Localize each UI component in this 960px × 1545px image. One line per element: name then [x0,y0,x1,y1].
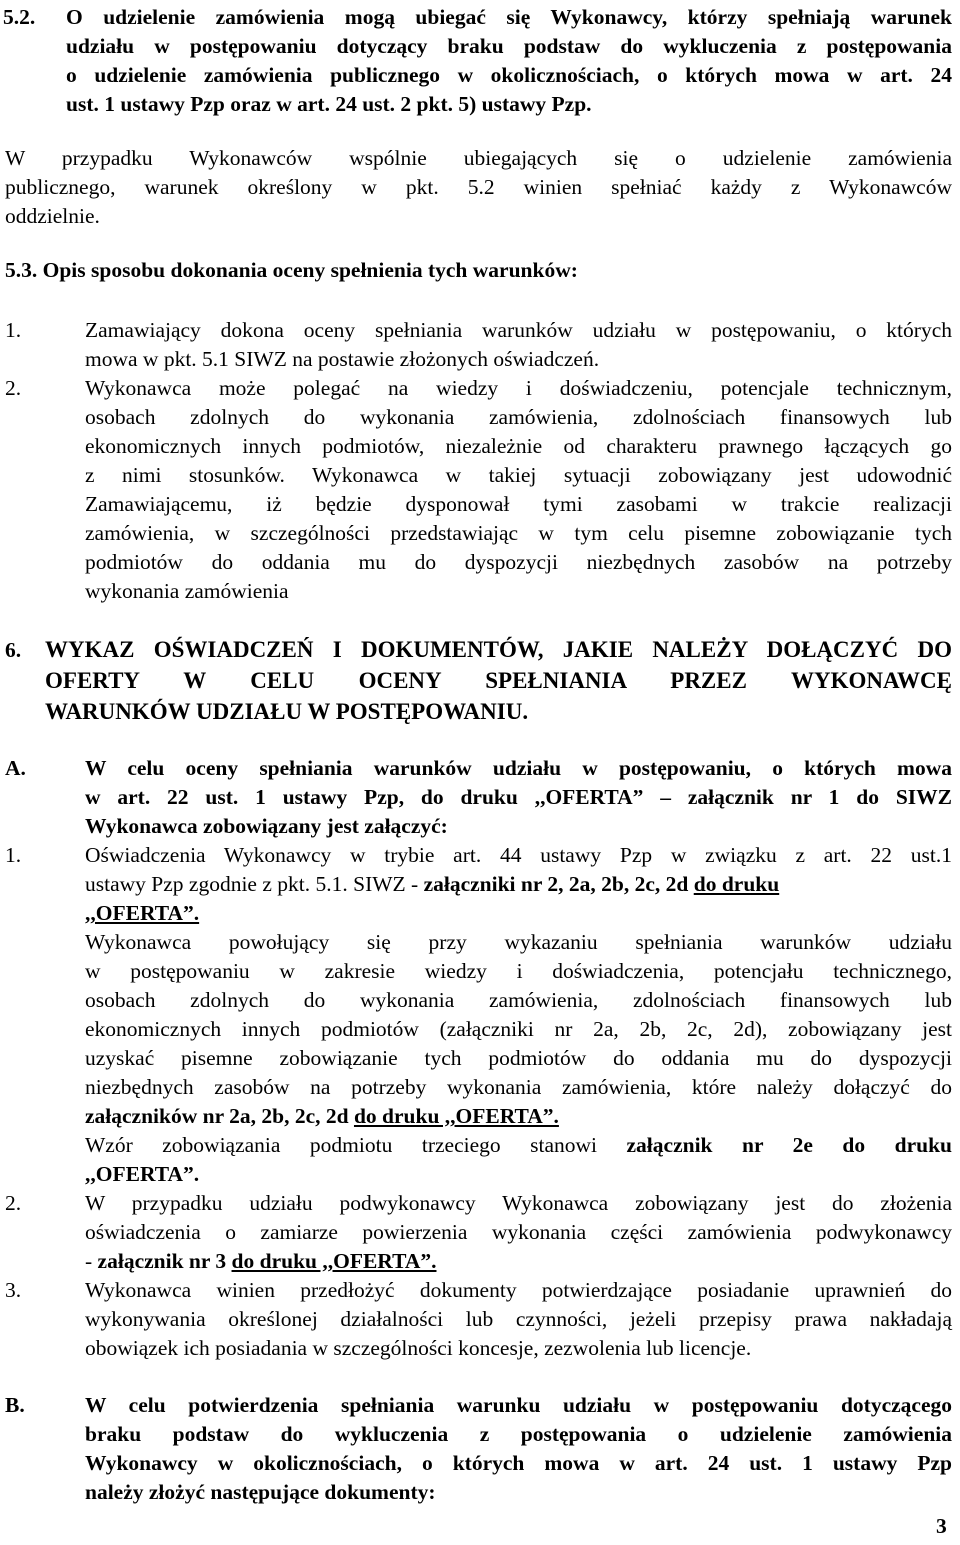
attachment-ref: załącznik nr 3 [97,1249,232,1273]
list-item-line: z nimi stosunków. Wykonawca w takiej sytuacji zobowiązany jest udowodnić [85,463,952,487]
text-run: ustawy Pzp zgodnie z pkt. 5.1. SIWZ - [85,872,424,896]
paragraph-line: oddzielnie. [5,204,100,228]
section-number: 5.2. [3,5,36,29]
section-text-line: udziału w postępowaniu dotyczący braku podstaw do wykluczenia z postępowania [66,34,952,58]
section-heading-line: OFERTY W CELU OCENY SPEŁNIANIA PRZEZ WYKONAWCĘ [45,668,952,693]
page-number: 3 [936,1514,947,1538]
list-item-line: wykonania zamówienia [85,579,289,603]
list-number: 3. [5,1278,22,1302]
paragraph-line: W przypadku Wykonawców wspólnie ubiegających się o udzielenie zamówienia [5,146,952,170]
section-text-line: należy złożyć następujące dokumenty: [85,1480,436,1504]
attachment-ref-underlined: do druku ,,OFERTA”. [231,1249,437,1273]
attachment-ref-underlined: do druku [693,872,780,896]
list-item-line: Zamawiającemu, iż będzie dysponował tymi zasobami w trakcie realizacji [85,492,952,516]
list-number: 1. [5,318,22,342]
section-heading: 5.3. Opis sposobu dokonania oceny spełnienia tych warunków: [5,258,578,282]
list-item-line: wykonywania określonej działalności lub czynności, jeżeli przepisy prawa nakładają [85,1307,952,1331]
list-item-line: obowiązek ich posiadania w szczególności koncesje, zezwolenia lub licencje. [85,1336,752,1360]
attachment-ref: załącznik nr 2e do druku [626,1133,952,1157]
attachment-ref: załączników nr 2a, 2b, 2c, 2d [85,1104,354,1128]
attachment-ref-underlined: do druku ,,OFERTA”. [353,1104,559,1128]
section-text-line: Wykonawca zobowiązany jest załączyć: [85,814,448,838]
section-text-line: ust. 1 ustawy Pzp oraz w art. 24 ust. 2 pkt. 5) ustawy Pzp. [66,92,592,116]
section-letter: B. [5,1393,25,1417]
list-item-line: Zamawiający dokona oceny spełniania warunków udziału w postępowaniu, o których [85,318,952,342]
text-run: Wzór zobowiązania podmiotu trzeciego stanowi [85,1133,627,1157]
list-item-line: ekonomicznych innych podmiotów, niezależnie od charakteru prawnego łączących go [85,434,952,458]
paragraph-line: ,,OFERTA”. [85,1162,200,1186]
paragraph-line: publicznego, warunek określony w pkt. 5.2 winien spełniać każdy z Wykonawców [5,175,952,199]
section-text-line: braku podstaw do wykluczenia z postępowania o udzielenie zamówienia [85,1422,952,1446]
paragraph-line [85,1132,952,1158]
list-item-line: W przypadku udziału podwykonawcy Wykonawca zobowiązany jest do złożenia [85,1191,952,1215]
paragraph-line: niezbędnych zasobów na potrzeby wykonania zamówienia, które należy dołączyć do [85,1075,952,1099]
section-text-line: W celu potwierdzenia spełniania warunku udziału w postępowaniu dotyczącego [85,1393,952,1417]
section-text-line: o udzielenie zamówienia publicznego w okolicznościach, o których mowa w art. 24 [66,63,952,87]
list-number: 2. [5,376,22,400]
paragraph-line: Wykonawca powołujący się przy wykazaniu spełniania warunków udziału [85,930,952,954]
list-item-line: Wykonawca może polegać na wiedzy i doświadczeniu, potencjale technicznym, [85,376,952,400]
list-number: 2. [5,1191,22,1215]
section-text-line: O udzielenie zamówienia mogą ubiegać się Wykonawcy, którzy spełniają warunek [66,5,952,29]
section-text-line: Wykonawcy w okolicznościach, o których mowa w art. 24 ust. 1 ustawy Pzp [85,1451,952,1475]
section-text-line: W celu oceny spełniania warunków udziału w postępowaniu, o których mowa [85,756,952,780]
list-item-line: zamówienia, w szczególności przedstawiając w tym celu pisemne zobowiązanie tych [85,521,952,545]
list-item-line: Wykonawca winien przedłożyć dokumenty potwierdzające posiadanie uprawnień do [85,1278,952,1302]
text-run: - [85,1249,98,1273]
section-heading-line: WARUNKÓW UDZIAŁU W POSTĘPOWANIU. [45,699,529,724]
section-text-line: w art. 22 ust. 1 ustawy Pzp, do druku ,,OFERTA” – załącznik nr 1 do SIWZ [85,785,952,809]
list-item-line: oświadczenia o zamiarze powierzenia wykonania części zamówienia podwykonawcy [85,1220,952,1244]
list-item-line [85,871,952,897]
section-number: 6. [5,638,22,662]
paragraph-line: uzyskać pisemne zobowiązanie tych podmiotów do oddania mu do dyspozycji [85,1046,952,1070]
list-item-line: mowa w pkt. 5.1 SIWZ na postawie złożonych oświadczeń. [85,347,600,371]
list-item-line: podmiotów do oddania mu do dyspozycji niezbędnych zasobów na potrzeby [85,550,952,574]
paragraph-line: ekonomicznych innych podmiotów (załączniki nr 2a, 2b, 2c, 2d), zobowiązany jest [85,1017,952,1041]
section-letter: A. [5,756,26,780]
paragraph-line [85,1103,559,1129]
section-heading-line: WYKAZ OŚWIADCZEŃ I DOKUMENTÓW, JAKIE NALEŻY DOŁĄCZYĆ DO [45,637,952,662]
list-number: 1. [5,843,22,867]
attachment-ref: załączniki nr 2, 2a, 2b, 2c, 2d [423,872,694,896]
list-item-line: osobach zdolnych do wykonania zamówienia, zdolnościach finansowych lub [85,405,952,429]
paragraph-line: osobach zdolnych do wykonania zamówienia, zdolnościach finansowych lub [85,988,952,1012]
paragraph-line: w postępowaniu w zakresie wiedzy i doświadczenia, potencjału technicznego, [85,959,952,983]
list-item-line: Oświadczenia Wykonawcy w trybie art. 44 ustawy Pzp w związku z art. 22 ust.1 [85,843,952,867]
list-item-line: ,,OFERTA”. [85,901,200,925]
list-item-line [85,1248,436,1274]
